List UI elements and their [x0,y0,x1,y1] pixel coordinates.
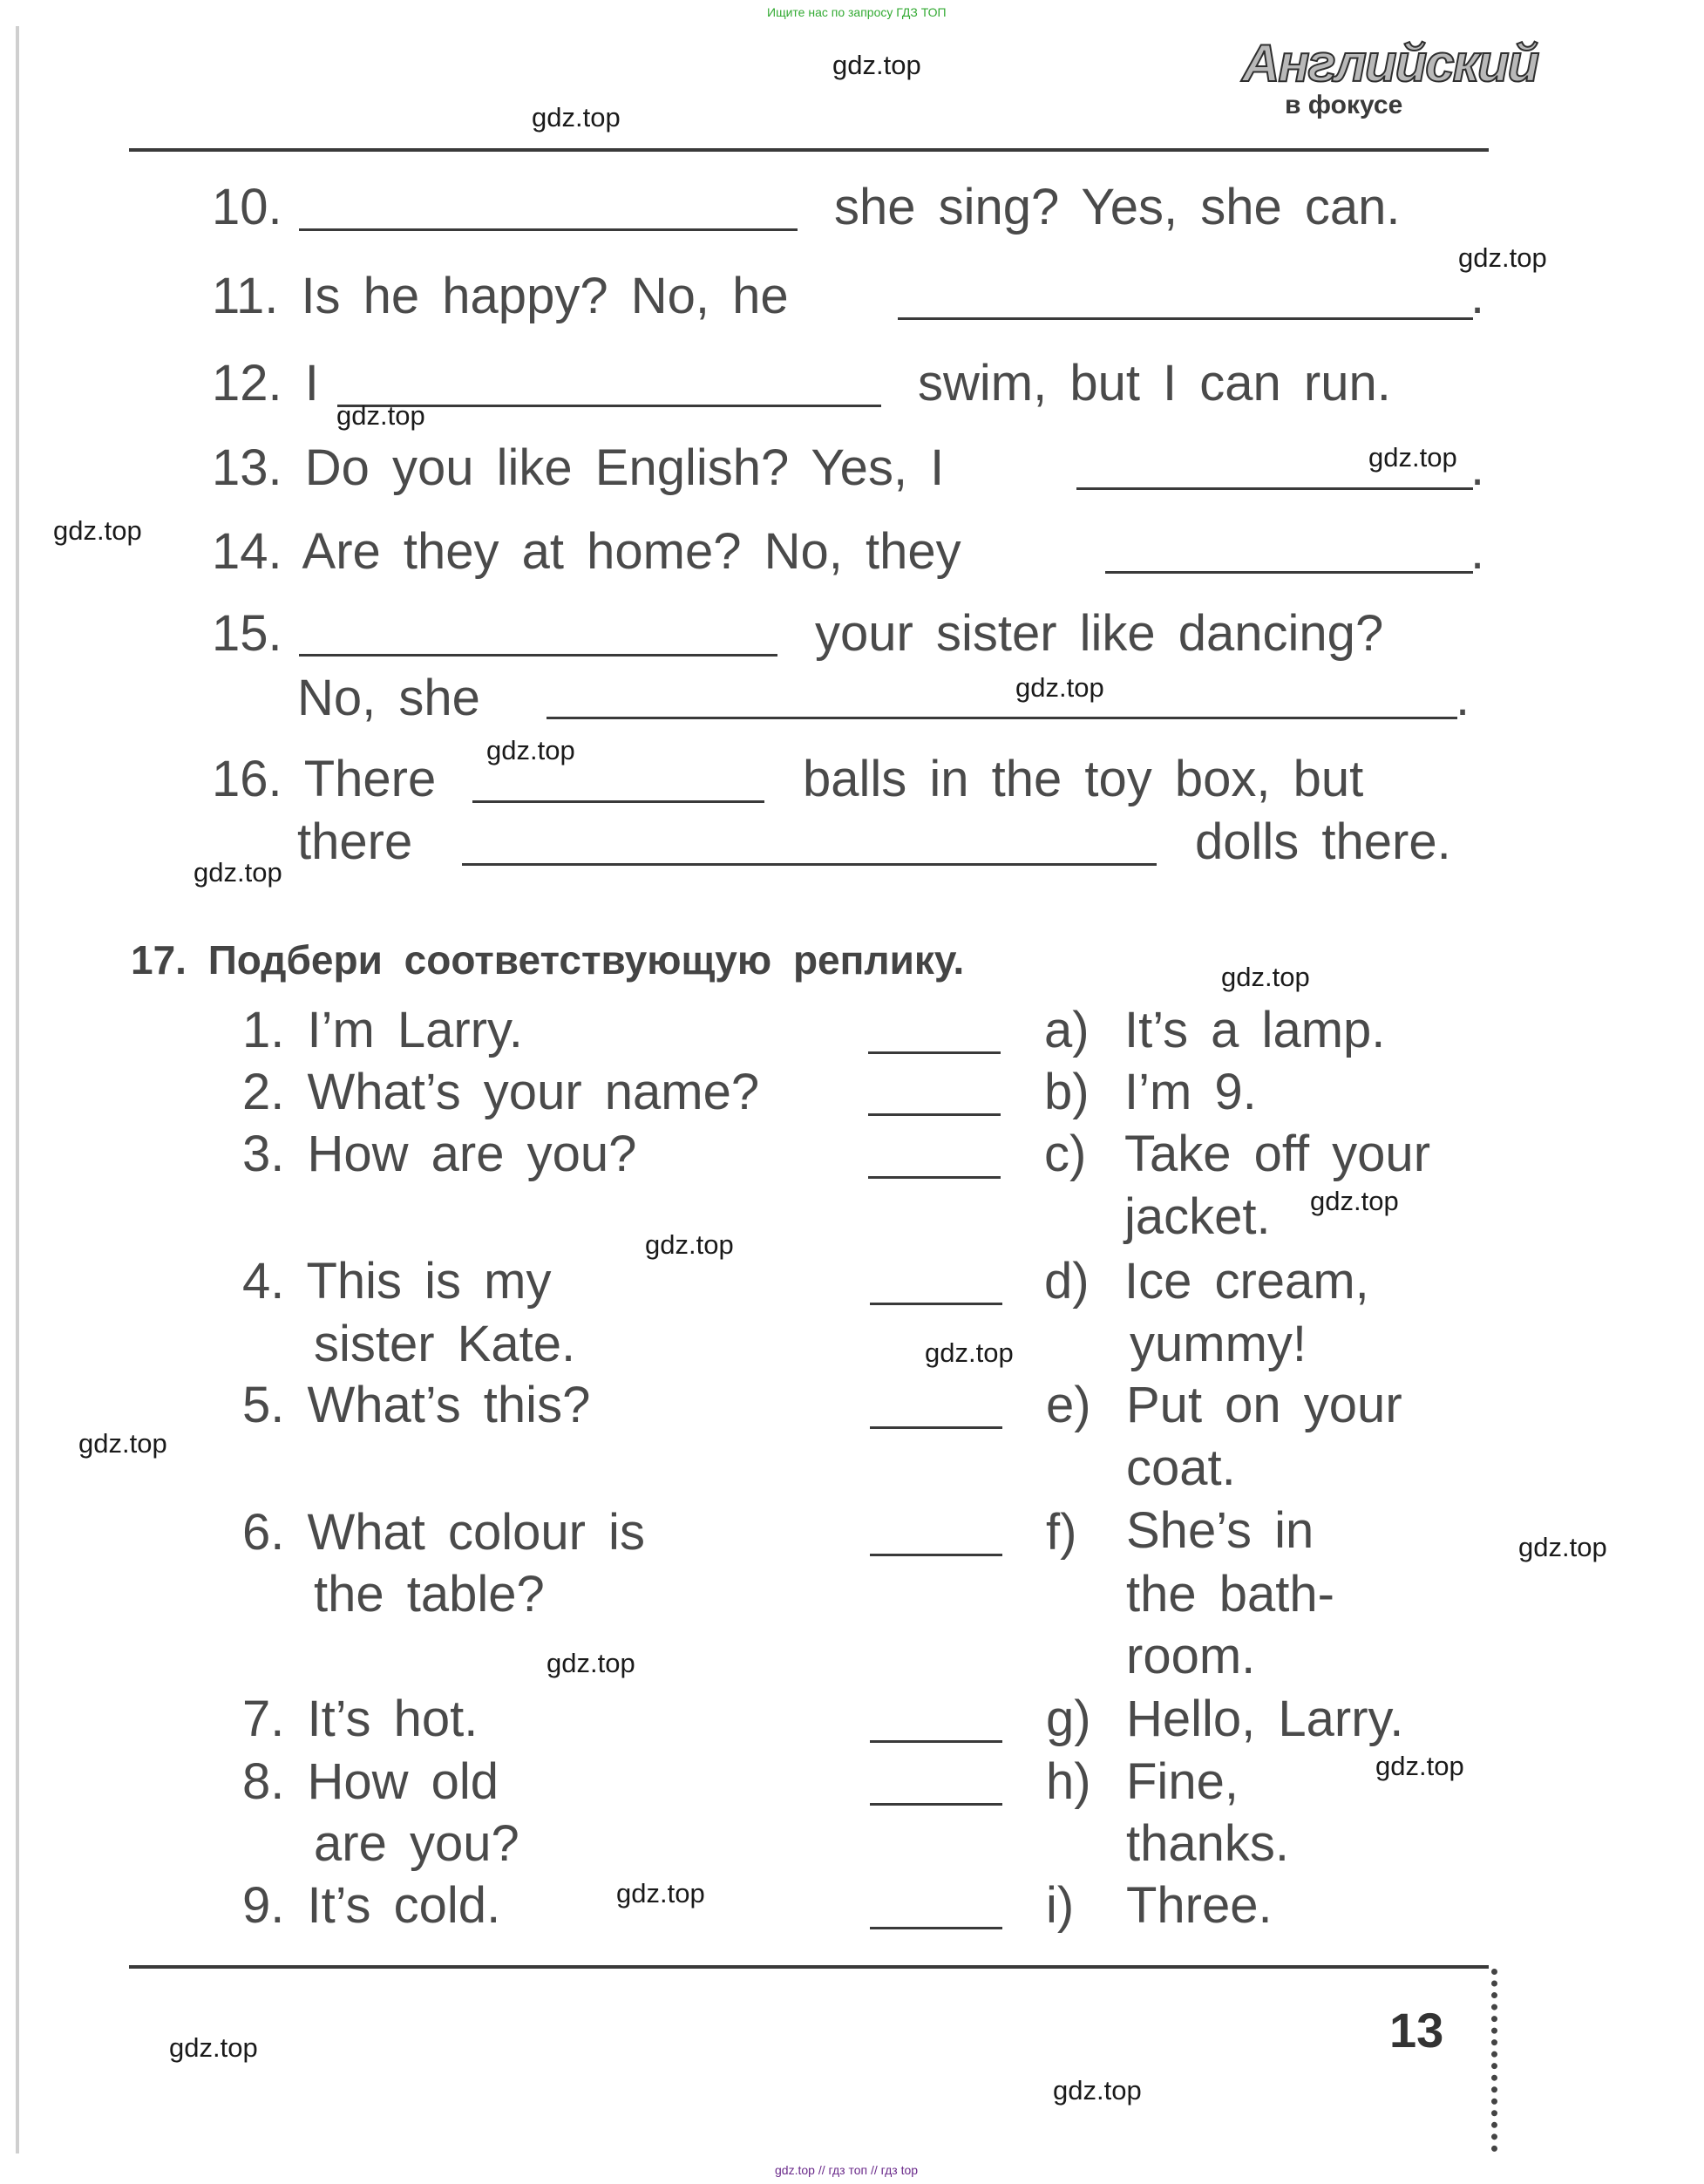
line-10-text: she sing? Yes, she can. [834,179,1401,235]
answer-blank [299,228,798,231]
line-11-end: . [1470,268,1485,324]
right-item-c-cont: jacket. [1124,1188,1271,1245]
match-blank [870,1303,1002,1305]
line-14-end: . [1470,523,1485,580]
line-15-number: 15. [212,605,282,662]
line-16-text: 16. There [212,751,437,807]
right-letter-e: e) [1046,1377,1091,1433]
cut-line-dots [1491,1969,1497,2152]
line-10-number: 10. [212,179,282,235]
match-blank [868,1176,1001,1179]
right-item-h: Fine, [1126,1753,1239,1810]
answer-blank [1076,487,1473,490]
right-letter-d: d) [1044,1253,1090,1310]
line-12-text-end: swim, but I can run. [918,355,1391,412]
line-13-end: . [1470,439,1485,496]
line-16b-text-end: dolls there. [1195,813,1451,870]
watermark: gdz.top [1375,1751,1464,1781]
right-item-f: She’s in [1126,1502,1314,1559]
left-item-9: 9. It’s cold. [242,1877,501,1934]
match-blank [870,1426,1002,1429]
match-blank [870,1740,1002,1743]
line-11-text: 11. Is he happy? No, he [212,268,789,324]
watermark: gdz.top [532,102,621,133]
left-item-8: 8. How old [242,1753,499,1810]
line-12-text: 12. I [212,355,319,412]
right-letter-f: f) [1046,1504,1077,1561]
watermark: gdz.top [645,1229,734,1260]
top-search-note: Ищите нас по запросу ГДЗ ТОП [767,5,947,19]
watermark: gdz.top [616,1878,705,1908]
watermark: gdz.top [1458,242,1547,273]
right-letter-h: h) [1046,1753,1091,1810]
right-item-i: Three. [1126,1877,1273,1934]
answer-blank [898,317,1473,320]
bottom-rule [129,1965,1489,1969]
left-item-5: 5. What’s this? [242,1377,591,1433]
watermark: gdz.top [169,2032,258,2063]
watermark: gdz.top [1518,1532,1607,1562]
right-item-d-cont: yummy! [1130,1316,1307,1372]
watermark: gdz.top [547,1648,635,1678]
right-item-d: Ice cream, [1124,1253,1369,1310]
right-item-b: I’m 9. [1124,1064,1257,1120]
watermark: gdz.top [336,400,425,431]
left-item-6: 6. What colour is [242,1504,645,1561]
match-blank [870,1803,1002,1806]
top-rule [129,148,1489,152]
line-14-text: 14. Are they at home? No, they [212,523,961,580]
left-item-4: 4. This is my [242,1253,552,1310]
left-item-2: 2. What’s your name? [242,1064,760,1120]
right-item-c: Take off your [1124,1126,1431,1182]
left-item-6-cont: the table? [314,1566,545,1623]
match-blank [868,1051,1001,1054]
right-item-f-cont: the bath- [1126,1566,1334,1623]
left-item-4-cont: sister Kate. [314,1316,576,1372]
answer-blank [462,863,1157,866]
right-item-g: Hello, Larry. [1126,1691,1404,1747]
watermark: gdz.top [486,735,575,765]
match-blank [870,1554,1002,1556]
left-item-7: 7. It’s hot. [242,1691,479,1747]
right-letter-a: a) [1044,1002,1090,1058]
right-item-f-cont2: room. [1126,1628,1256,1684]
left-item-1: 1. I’m Larry. [242,1002,523,1058]
watermark: gdz.top [832,50,921,80]
right-item-e-cont: coat. [1126,1439,1236,1496]
line-15-text: your sister like dancing? [815,605,1384,662]
logo-title: Английский [1242,34,1538,92]
watermark: gdz.top [1221,962,1310,992]
match-blank [870,1927,1002,1929]
right-item-h-cont: thanks. [1126,1815,1289,1872]
watermark: gdz.top [193,857,282,888]
answer-blank [472,800,764,803]
watermark: gdz.top [1015,672,1104,703]
right-letter-g: g) [1046,1691,1091,1747]
answer-blank [1105,571,1473,574]
line-15b-text: No, she [297,670,480,726]
task-17-title: 17. Подбери соответствующую реплику. [131,937,965,983]
right-item-e: Put on your [1126,1377,1402,1433]
watermark: gdz.top [925,1337,1014,1368]
answer-blank [547,717,1457,719]
right-letter-c: c) [1044,1126,1087,1182]
line-16-text-end: balls in the toy box, but [803,751,1364,807]
right-item-a: It’s a lamp. [1124,1002,1386,1058]
answer-blank [299,654,777,657]
watermark: gdz.top [1053,2075,1142,2106]
line-16b-text: there [297,813,413,870]
bottom-note: gdz.top // гдз топ // гдз top [775,2163,919,2177]
right-letter-i: i) [1046,1877,1075,1934]
line-13-text: 13. Do you like English? Yes, I [212,439,945,496]
left-item-8-cont: are you? [314,1815,519,1872]
logo-subtitle: в фокусе [1285,91,1403,119]
right-letter-b: b) [1044,1064,1090,1120]
watermark: gdz.top [78,1428,167,1459]
left-item-3: 3. How are you? [242,1126,637,1182]
watermark: gdz.top [1310,1186,1399,1216]
page-number: 13 [1389,2003,1444,2058]
watermark: gdz.top [1368,442,1457,473]
match-blank [868,1113,1001,1116]
watermark: gdz.top [53,515,142,546]
line-15b-end: . [1456,670,1470,726]
page-spine-shadow [16,26,19,2153]
